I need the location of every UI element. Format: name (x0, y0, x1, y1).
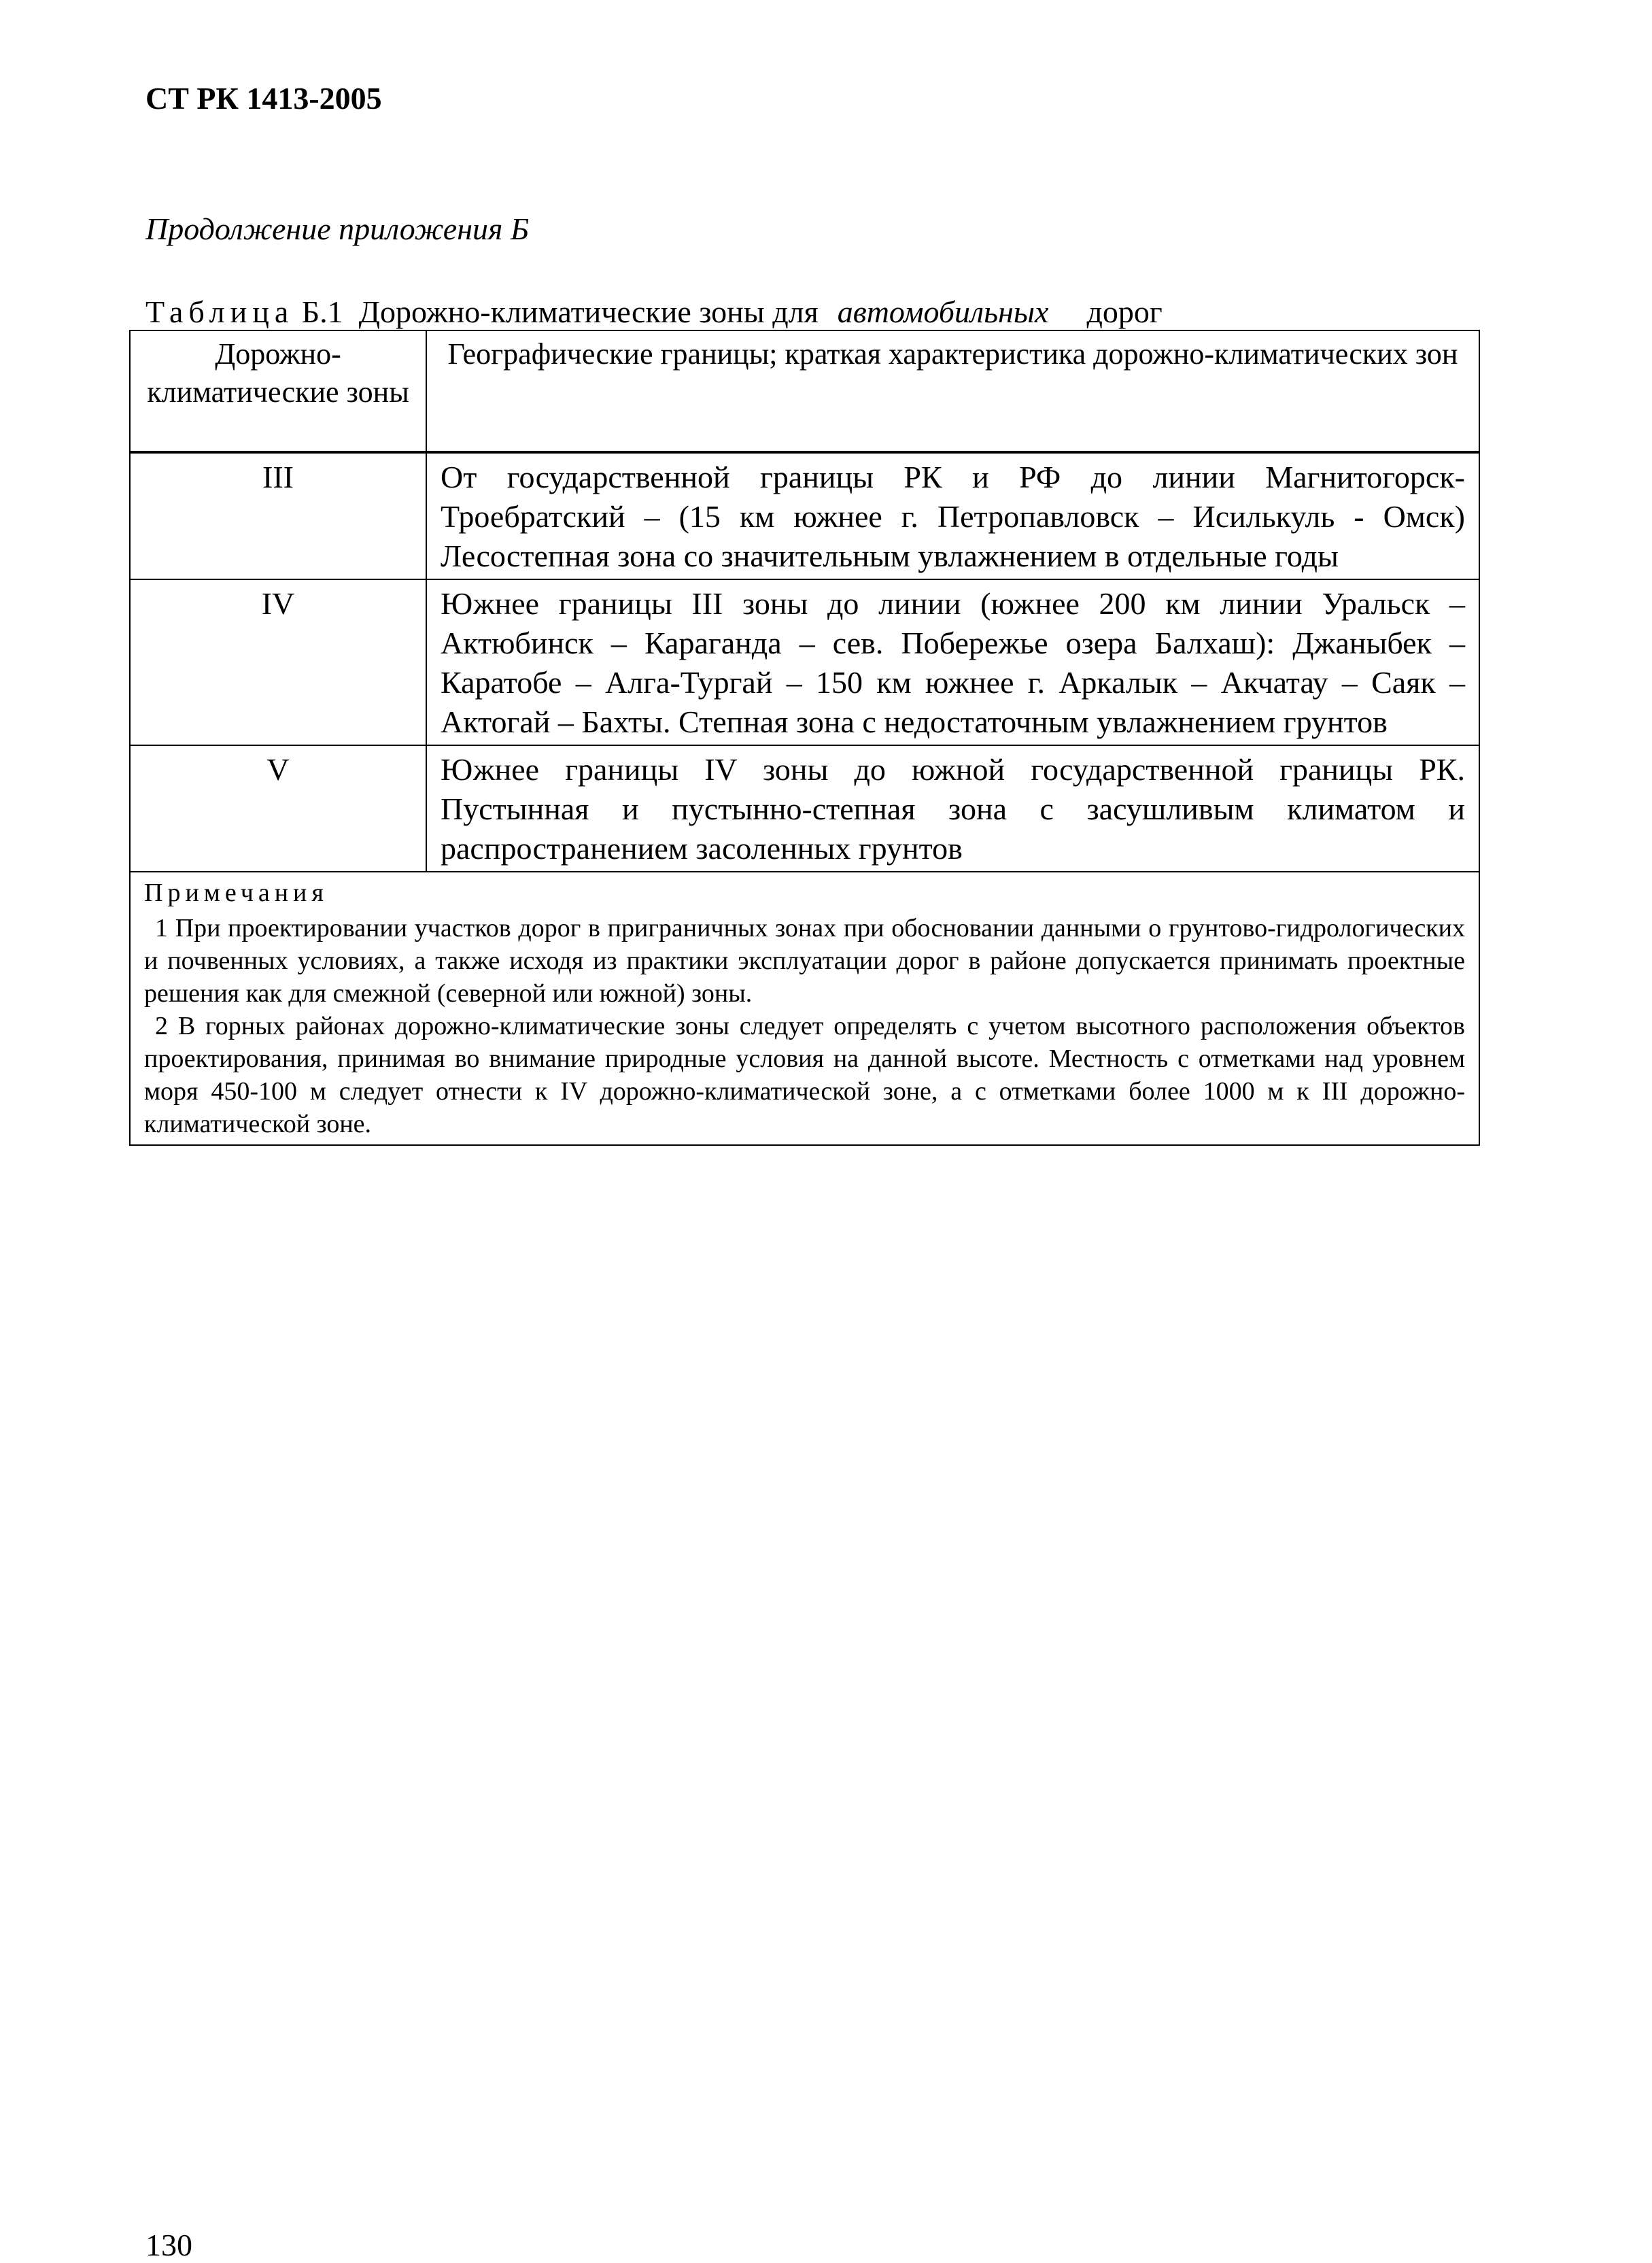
note-1: 1 При проектировании участков дорог в приграничных зонах при обосновании данными о грунтово-гидрологических и почвенных условиях, а также исходя из практики эксплуатации дорог в районе допускается принимать проектные решения как для смежной (северной или южной) зоны. (144, 914, 1465, 1008)
table-caption-italic-word: автомобильных (837, 294, 1049, 329)
notes-cell (130, 872, 1479, 1145)
document-code: СТ РК 1413-2005 (145, 81, 382, 116)
table-caption-text: Дорожно-климатические зоны для (358, 294, 819, 329)
table-caption (145, 294, 1163, 330)
table-row (130, 745, 1479, 872)
header-zones: Дорожно-климатические зоны (130, 330, 426, 452)
table-notes-row (130, 872, 1479, 1145)
table-row (130, 579, 1479, 745)
table-header-row (130, 330, 1479, 452)
header-description: Географические границы; краткая характеристика дорожно-климатических зон (426, 330, 1479, 452)
zone-cell: III (130, 452, 426, 579)
notes-title: Примечания (144, 879, 328, 907)
climate-zones-table (129, 330, 1480, 1146)
zone-cell: IV (130, 579, 426, 745)
page-number: 130 (145, 2228, 192, 2262)
zone-cell: V (130, 745, 426, 872)
table-row (130, 452, 1479, 579)
description-cell: От государственной границы РК и РФ до линии Магнитогорск-Троебратский – (15 км южнее г. Петропавловск – Исилькуль - Омск) Лесостепная зона со значительным увлажнением в отдельные годы (426, 452, 1479, 579)
table-caption-word: Таблица (145, 294, 294, 329)
description-cell: Южнее границы IV зоны до южной государственной границы РК. Пустынная и пустынно-степная зона с засушливым климатом и распространением засоленных грунтов (426, 745, 1479, 872)
note-2: 2 В горных районах дорожно-климатические зоны следует определять с учетом высотного расположения объектов проектирования, принимая во внимание природные условия на данной высоте. Местность с отметками над уровнем моря 450-100 м следует отнести к IV дорожно-климатической зоне, а с отметками более 1000 м к III дорожно-климатической зоне. (144, 1012, 1465, 1138)
table-caption-last-word: дорог (1086, 294, 1163, 329)
table-caption-number: Б.1 (301, 294, 343, 329)
description-cell: Южнее границы III зоны до линии (южнее 200 км линии Уральск – Актюбинск – Караганда – сев. Побережье озера Балхаш): Джаныбек – Каратобе – Алга-Тургай – 150 км южнее г. Аркалык – Акчатау – Саяк – Актогай – Бахты. Степная зона с недостаточным увлажнением грунтов (426, 579, 1479, 745)
appendix-continuation-label: Продолжение приложения Б (145, 211, 530, 246)
